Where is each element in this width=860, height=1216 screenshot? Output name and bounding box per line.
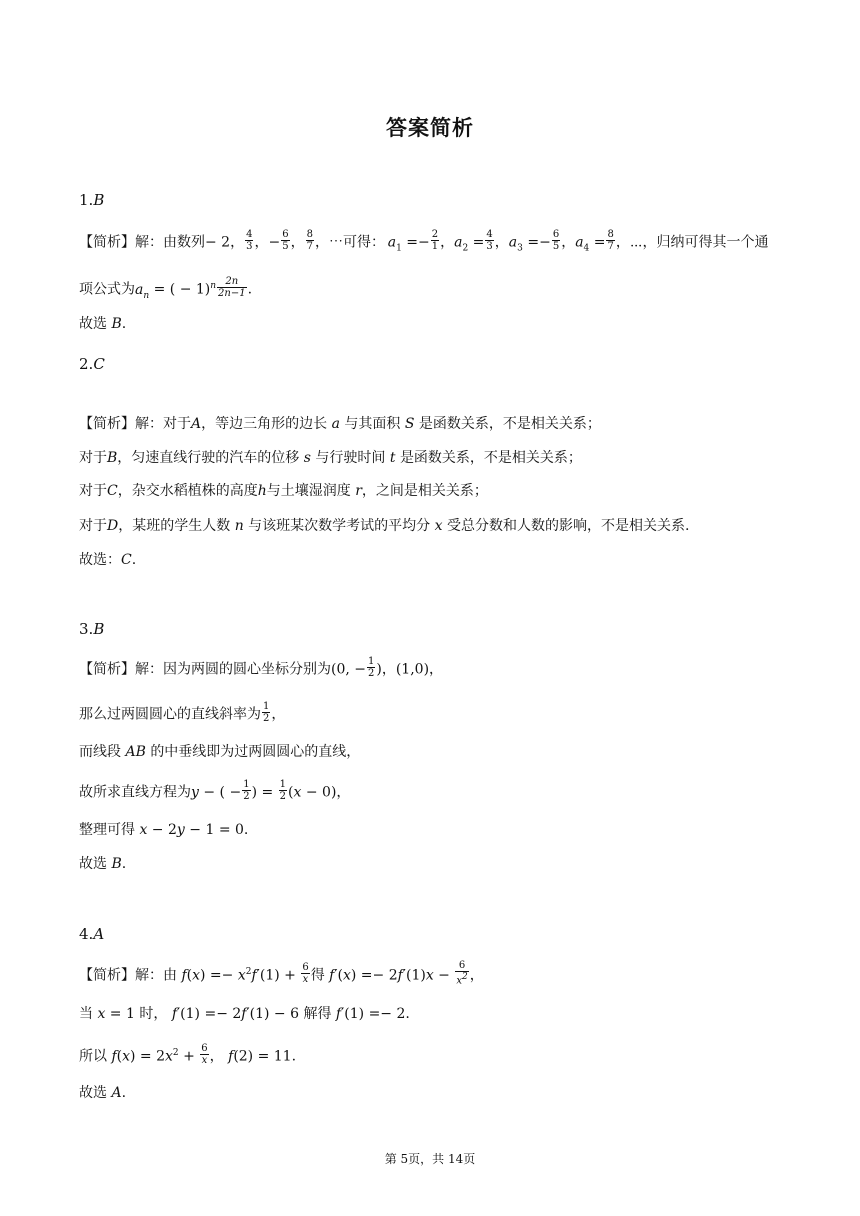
q3-line-6: 故选 B. [79, 856, 127, 872]
q2-line-3: 对于C，杂交水稻植株的高度h与土壤湿润度 r，之间是相关关系； [79, 483, 488, 499]
question-4-header: 4.A [79, 925, 105, 943]
question-1-header [79, 190, 104, 210]
q1-line-3: 故选 B. [79, 316, 127, 332]
q3-line-2: 那么过两圆圆心的直线斜率为 $\frac{1}{2}$ ， [79, 701, 286, 724]
q2-line-2: 对于B，匀速直线行驶的汽车的位移 s 与行驶时间 t 是函数关系，不是相关关系； [79, 450, 582, 466]
question-2-header: 2.C [79, 355, 105, 373]
q2-line-5: 故选：C. [79, 552, 137, 568]
page-footer: 第 5页，共 14页 [384, 1152, 476, 1166]
q2-line-1: 【简析】解：对于A，等边三角形的边长 a 与其面积 S 是函数关系，不是相关关系； [79, 416, 601, 432]
q4-line-1: 【简析】解：由 $f(x) =- x^2f'(1)$ + $\frac{6}{x}$ 得 f′(x) =− 2f′(1)x − $\frac{6}{x^2}$ ， [79, 960, 484, 987]
q4-line-3: 所以 $f(x) = 2x^2$ + $\frac{6}{x}$ ， f(2) = 11. [79, 1043, 297, 1067]
q3-line-3: 而线段 AB 的中垂线即为过两圆圆心的直线， [79, 744, 361, 760]
q3-line-5: 整理可得 x − 2y − 1 = 0. [79, 822, 249, 838]
q4-line-2: 当 x = 1 时， f′(1) =− 2f′(1) − 6 解得 f′(1) =− 2. [79, 1006, 410, 1022]
answer-letter: B [93, 191, 105, 209]
question-number: 1. [79, 191, 94, 209]
question-3-header: 3.B [79, 620, 105, 638]
page-title: 答案简析 [386, 116, 474, 140]
q1-line-2: 项公式为$a_n$ = ( − 1)$^n$ $\frac{2n}{2n-1}$ . [79, 276, 253, 301]
q2-line-4: 对于D，某班的学生人数 n 与该班某次数学考试的平均分 x 受总分数和人数的影响，不是相关关系. [79, 518, 690, 534]
q3-line-4: 故所求直线方程为y − ( − $\frac{1}{2}$ ) = $\frac{1}{2}$ (x − 0)， [79, 779, 351, 802]
q4-line-4: 故选 A. [79, 1085, 127, 1101]
q1-line-1: 【简析】解：由数列− 2， $\frac{4}{3}$ ，− $\frac{6}{5}$ ， $\frac{8}{7}$ ，⋯可得： $a_1$ =− $\frac{2}{1}$ ，$a_2$ = $\frac{4}{3}$ ，$a_3$ =− $\frac{6}{5}$ ，$a_4$ = $\frac{8}{7}$ ，⋯，归纳可得其一个通 [79, 229, 769, 254]
q3-line-1: 【简析】解：因为两圆的圆心坐标分别为(0, − $\frac{1}{2}$ )，(1,0)， [79, 656, 444, 679]
